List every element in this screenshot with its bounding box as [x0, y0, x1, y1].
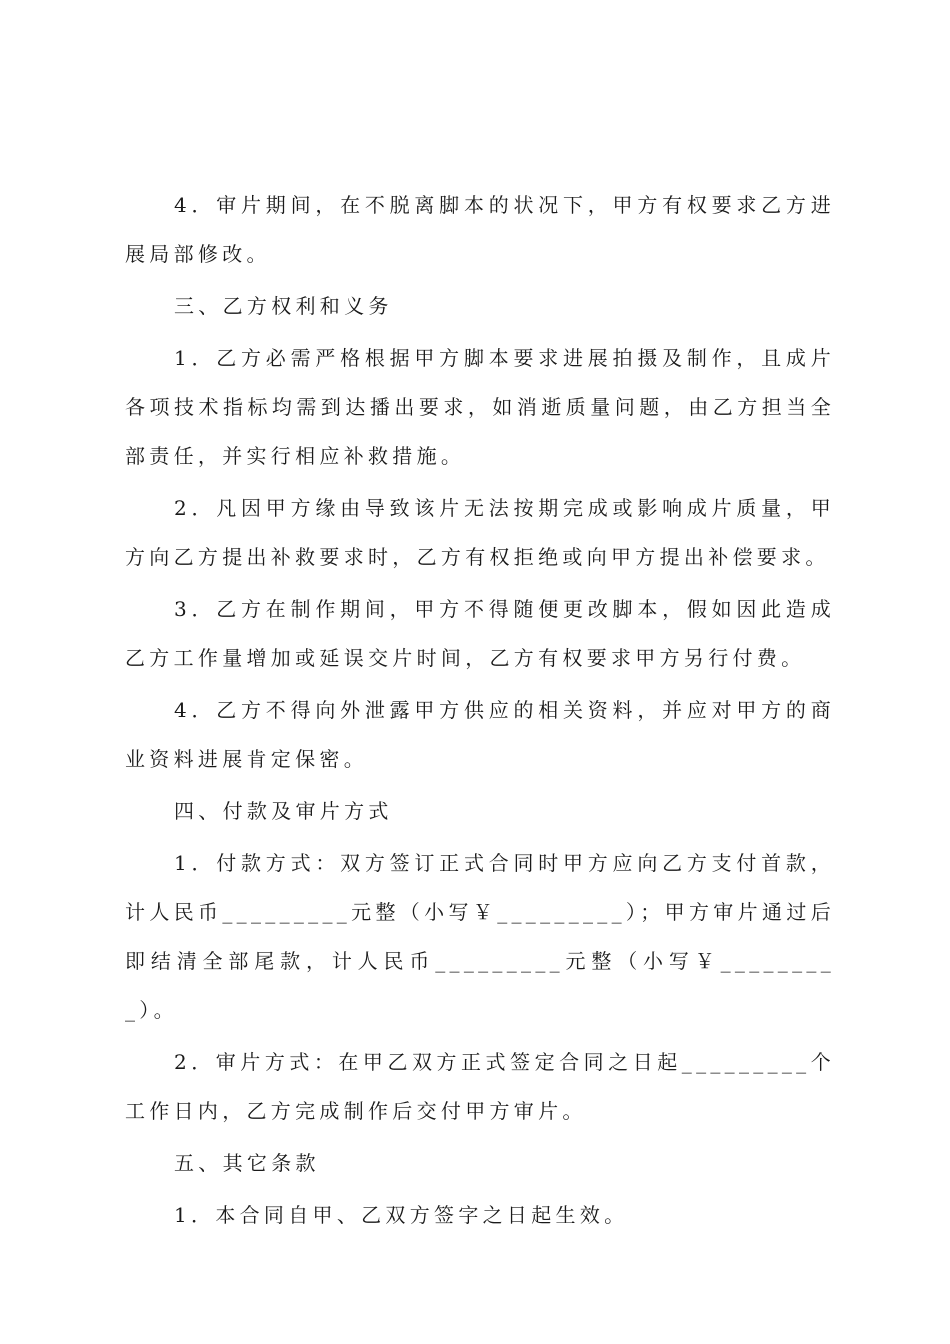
section-heading-payment-review: 四、付款及审片方式	[174, 799, 393, 823]
clause-party-a-fault-remedy: 2．凡因甲方缘由导致该片无法按期完成或影响成片质量，甲方向乙方提出补救要求时，乙方有权拒绝或向甲方提出补偿要求。	[125, 496, 835, 569]
clause-party-b-production-standards: 1．乙方必需严格根据甲方脚本要求进展拍摄及制作，且成片各项技术指标均需到达播出要求，如消逝质量问题，由乙方担当全部责任，并实行相应补救措施。	[125, 346, 835, 468]
section-heading-party-b-rights: 三、乙方权利和义务	[174, 294, 393, 318]
clause-script-change-fee: 3．乙方在制作期间，甲方不得随便更改脚本，假如因此造成乙方工作量增加或延误交片时间，乙方有权要求甲方另行付费。	[125, 597, 835, 670]
clause-payment-method: 1．付款方式：双方签订正式合同时甲方应向乙方支付首款，计人民币_________元整（小写￥_________）；甲方审片通过后即结清全部尾款，计人民币_________元整（小写￥_________）。	[125, 851, 835, 1022]
clause-effective-date: 1．本合同自甲、乙双方签字之日起生效。	[174, 1203, 629, 1227]
clause-review-modification: 4．审片期间，在不脱离脚本的状况下，甲方有权要求乙方进展局部修改。	[125, 193, 835, 266]
contract-body	[125, 181, 835, 1240]
clause-review-method: 2．审片方式：在甲乙双方正式签定合同之日起_________个工作日内，乙方完成制作后交付甲方审片。	[125, 1050, 835, 1123]
clause-confidentiality: 4．乙方不得向外泄露甲方供应的相关资料，并应对甲方的商业资料进展肯定保密。	[125, 698, 835, 771]
section-heading-other-terms: 五、其它条款	[174, 1151, 320, 1175]
